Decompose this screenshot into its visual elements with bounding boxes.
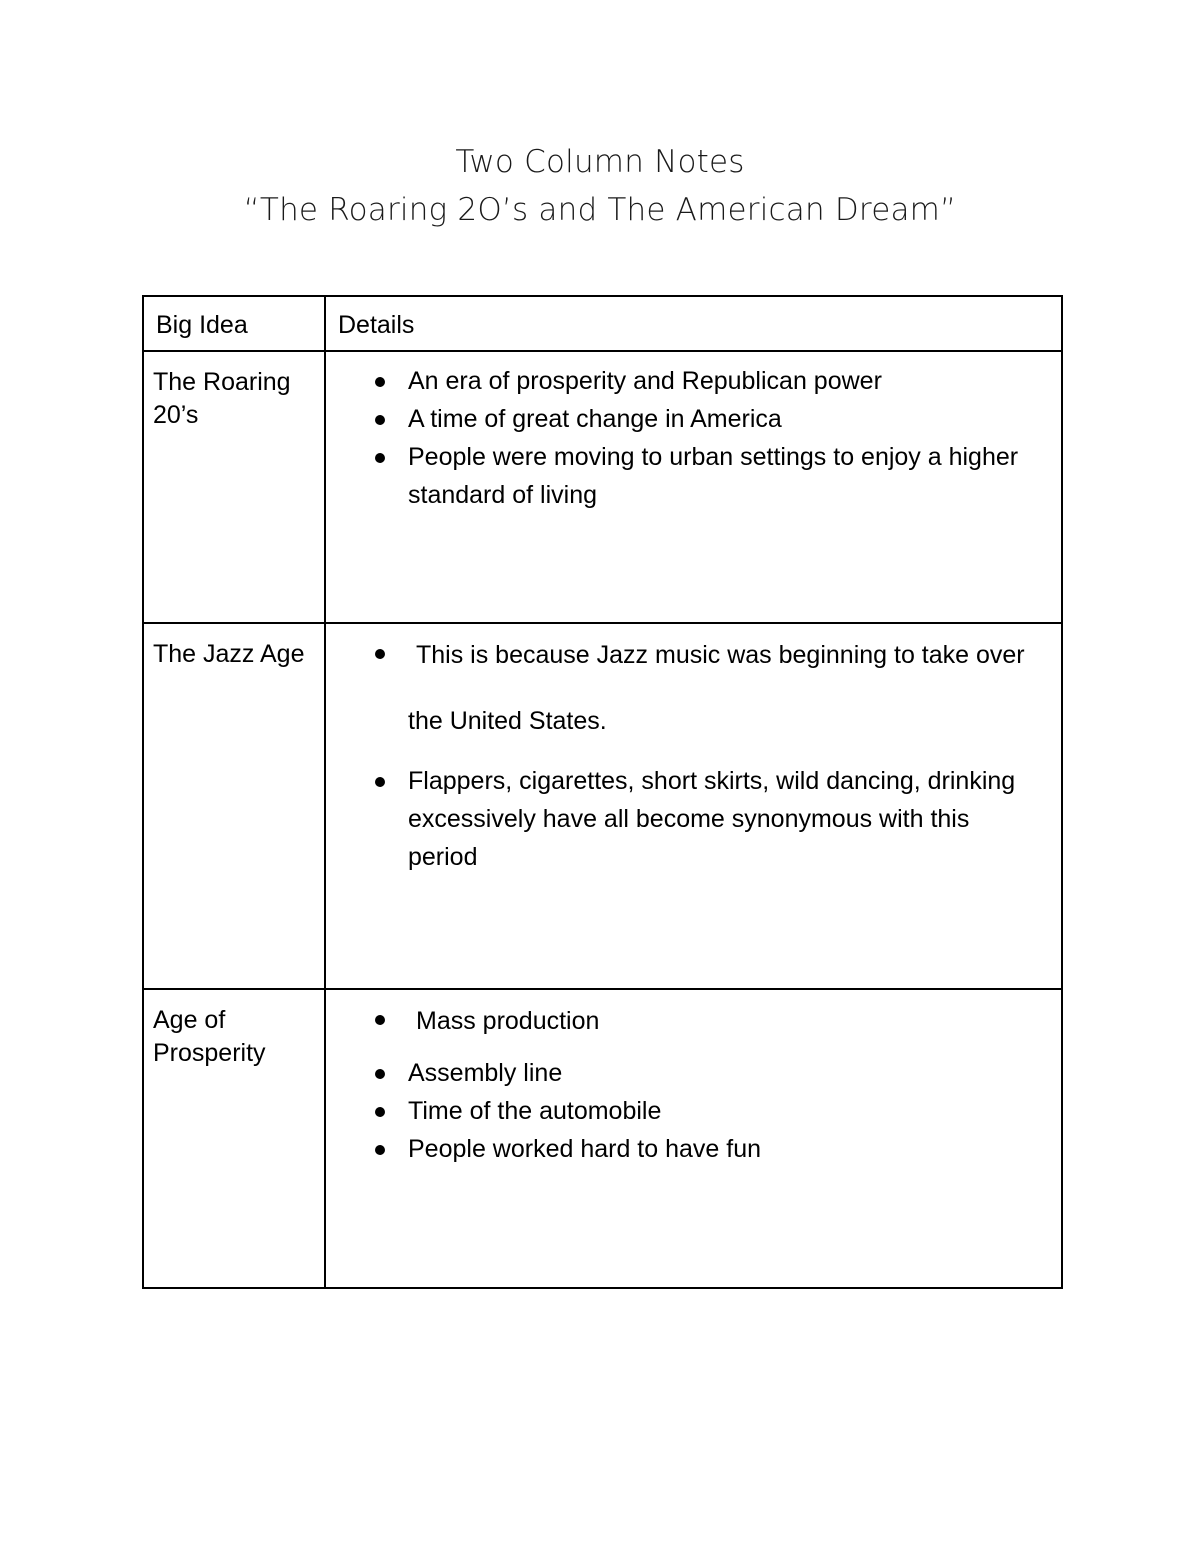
bullet-icon (375, 1015, 385, 1025)
column-header-details: Details (325, 296, 1062, 351)
big-idea-cell: Age of Prosperity (143, 989, 325, 1288)
details-cell (325, 989, 1062, 1288)
detail-text: People were moving to urban settings to enjoy a higher standard of living (408, 443, 1019, 509)
table-row (143, 989, 1062, 1288)
two-column-notes-table (142, 295, 1063, 1289)
detail-text: Time of the automobile (408, 1097, 662, 1125)
bullet-icon (375, 649, 385, 659)
list-item (326, 1092, 1041, 1130)
big-idea-cell: The Jazz Age (143, 623, 325, 989)
detail-text: People worked hard to have fun (408, 1135, 762, 1163)
bullet-icon (375, 453, 385, 463)
detail-text: This is because Jazz music was beginning to take over the United States. (408, 641, 1025, 735)
bullet-icon (375, 1069, 385, 1079)
detail-text: An era of prosperity and Republican power (408, 367, 882, 395)
list-item (326, 400, 1041, 438)
list-item (326, 622, 1041, 754)
table-header-row (143, 296, 1062, 351)
bullet-icon (375, 1107, 385, 1117)
bullet-icon (375, 377, 385, 387)
table-row (143, 623, 1062, 989)
details-cell (325, 351, 1062, 623)
detail-text: Flappers, cigarettes, short skirts, wild dancing, drinking excessively have all become synonymous with this period (408, 767, 1016, 871)
document-header (0, 138, 1200, 234)
page-subtitle: “The Roaring 2O’s and The American Dream” (243, 192, 957, 228)
column-header-big-idea: Big Idea (143, 296, 325, 351)
bullet-icon (375, 415, 385, 425)
list-item (326, 988, 1041, 1054)
page-title: Two Column Notes (455, 144, 745, 180)
list-item (326, 362, 1041, 400)
list-item (326, 438, 1041, 514)
list-item (326, 762, 1041, 876)
list-item (326, 1054, 1041, 1092)
detail-text: A time of great change in America (408, 405, 782, 433)
detail-text: Assembly line (408, 1059, 563, 1087)
details-list (326, 622, 1041, 876)
detail-text: Mass production (416, 1007, 600, 1035)
details-cell (325, 623, 1062, 989)
list-item (326, 1130, 1041, 1168)
bullet-icon (375, 777, 385, 787)
details-list (326, 362, 1041, 514)
big-idea-cell: The Roaring 20’s (143, 351, 325, 623)
table-row (143, 351, 1062, 623)
bullet-icon (375, 1145, 385, 1155)
details-list (326, 988, 1041, 1168)
